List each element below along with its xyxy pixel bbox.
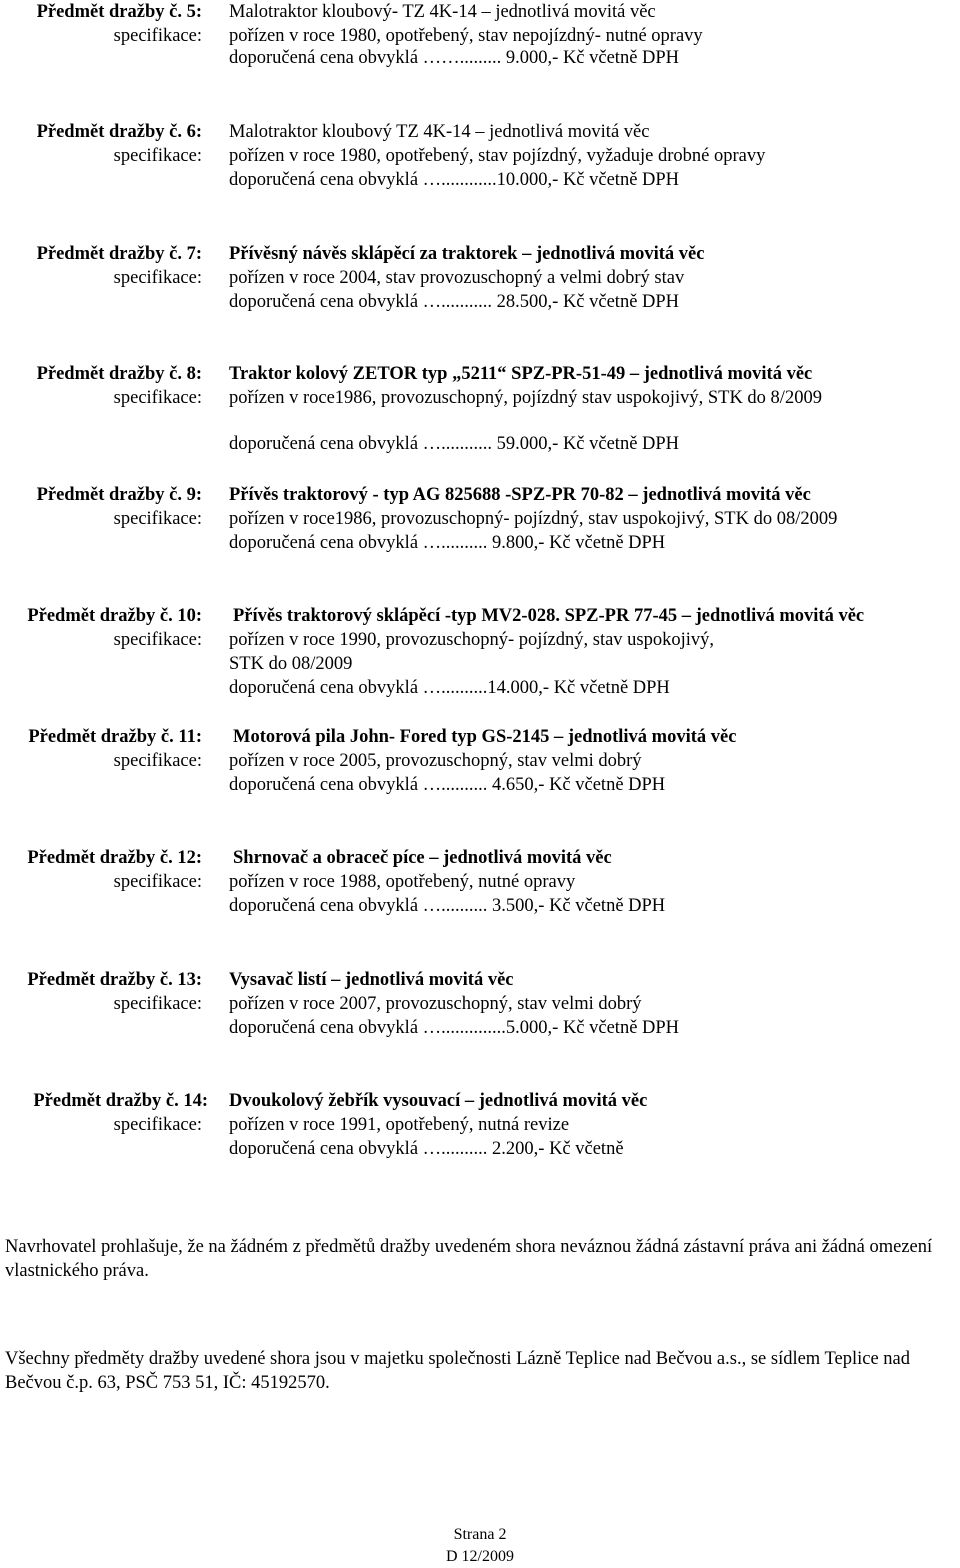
- item-price: doporučená cena obvyklá ….......... 2.200,- Kč včetně: [229, 1139, 624, 1159]
- item-detail: pořízen v roce1986, provozuschopný, pojízdný stav uspokojivý, STK do 8/2009: [229, 388, 822, 408]
- item-detail: pořízen v roce 1980, opotřebený, stav nepojízdný- nutné opravy: [229, 26, 703, 46]
- item-label: Předmět dražby č. 6:: [36, 122, 202, 142]
- item-title: Přívěs traktorový sklápěcí -typ MV2-028. SPZ-PR 77-45 – jednotlivá movitá věc: [233, 606, 865, 626]
- item-spec-label: specifikace:: [113, 872, 202, 892]
- item-price: doporučená cena obvyklá …..............5.000,- Kč včetně DPH: [229, 1018, 680, 1038]
- item-price: doporučená cena obvyklá …........... 28.500,- Kč včetně DPH: [229, 292, 680, 312]
- item-title: Malotraktor kloubový- TZ 4K-14 – jednotlivá movitá věc: [229, 2, 656, 22]
- item-title: Přívěsný návěs sklápěcí za traktorek – jednotlivá movitá věc: [229, 244, 705, 264]
- item-spec-label: specifikace:: [113, 630, 202, 650]
- item-price: doporučená cena obvyklá ….......... 3.500,- Kč včetně DPH: [229, 896, 666, 916]
- item-spec-label: specifikace:: [113, 751, 202, 771]
- item-label: Předmět dražby č. 9:: [36, 485, 202, 505]
- item-spec-label: specifikace:: [113, 146, 202, 166]
- item-label: Předmět dražby č. 10:: [27, 606, 202, 626]
- item-label: Předmět dražby č. 8:: [36, 364, 202, 384]
- page-number: Strana 2: [453, 1526, 507, 1543]
- item-price: doporučená cena obvyklá ……......... 9.000,- Kč včetně DPH: [229, 48, 680, 68]
- item-price: doporučená cena obvyklá …........... 59.000,- Kč včetně DPH: [229, 434, 680, 454]
- item-label: Předmět dražby č. 12:: [27, 848, 202, 868]
- item-detail: pořízen v roce 2005, provozuschopný, stav velmi dobrý: [229, 751, 642, 771]
- item-title: Shrnovač a obraceč píce – jednotlivá movitá věc: [233, 848, 612, 868]
- item-title: Motorová pila John- Fored typ GS-2145 – jednotlivá movitá věc: [233, 727, 737, 747]
- item-label: Předmět dražby č. 5:: [36, 2, 202, 22]
- item-detail: pořízen v roce 1980, opotřebený, stav pojízdný, vyžaduje drobné opravy: [229, 146, 766, 166]
- item-label: Předmět dražby č. 11:: [28, 727, 202, 747]
- item-label: Předmět dražby č. 13:: [27, 970, 202, 990]
- item-price: doporučená cena obvyklá …............10.000,- Kč včetně DPH: [229, 170, 680, 190]
- item-detail: pořízen v roce 2004, stav provozuschopný a velmi dobrý stav: [229, 268, 685, 288]
- item-price: doporučená cena obvyklá …..........14.000,- Kč včetně DPH: [229, 678, 670, 698]
- item-label: Předmět dražby č. 7:: [36, 244, 202, 264]
- item-detail: STK do 08/2009: [229, 654, 353, 674]
- item-detail: pořízen v roce 1991, opotřebený, nutná revize: [229, 1115, 570, 1135]
- item-detail: pořízen v roce 1990, provozuschopný- pojízdný, stav uspokojivý,: [229, 630, 715, 650]
- item-spec-label: specifikace:: [113, 388, 202, 408]
- item-detail: pořízen v roce 2007, provozuschopný, stav velmi dobrý: [229, 994, 642, 1014]
- item-title: Malotraktor kloubový TZ 4K-14 – jednotlivá movitá věc: [229, 122, 650, 142]
- ownership-paragraph: Všechny předměty dražby uvedené shora jsou v majetku společnosti Lázně Teplice nad Bečvou a.s., se sídlem Teplice nad Bečvou č.p. 63, PSČ 753 51, IČ: 45192570.: [5, 1349, 911, 1393]
- item-detail: pořízen v roce1986, provozuschopný- pojízdný, stav uspokojivý, STK do 08/2009: [229, 509, 838, 529]
- item-title: Vysavač listí – jednotlivá movitá věc: [229, 970, 514, 990]
- item-spec-label: specifikace:: [113, 268, 202, 288]
- item-title: Dvoukolový žebřík vysouvací – jednotlivá movitá věc: [229, 1091, 648, 1111]
- item-spec-label: specifikace:: [113, 994, 202, 1014]
- item-price: doporučená cena obvyklá ….......... 9.800,- Kč včetně DPH: [229, 533, 666, 553]
- declaration-paragraph: Navrhovatel prohlašuje, že na žádném z předmětů dražby uvedeném shora neváznou žádná zástavní práva ani žádná omezení vlastnického práva.: [5, 1237, 933, 1281]
- document-id: D 12/2009: [446, 1548, 514, 1565]
- item-price: doporučená cena obvyklá ….......... 4.650,- Kč včetně DPH: [229, 775, 666, 795]
- item-title: Traktor kolový ZETOR typ „5211“ SPZ-PR-51-49 – jednotlivá movitá věc: [229, 364, 813, 384]
- item-spec-label: specifikace:: [113, 1115, 202, 1135]
- item-spec-label: specifikace:: [113, 26, 202, 46]
- item-label: Předmět dražby č. 14:: [33, 1091, 208, 1111]
- item-spec-label: specifikace:: [113, 509, 202, 529]
- item-detail: pořízen v roce 1988, opotřebený, nutné opravy: [229, 872, 576, 892]
- item-title: Přívěs traktorový - typ AG 825688 -SPZ-PR 70-82 – jednotlivá movitá věc: [229, 485, 811, 505]
